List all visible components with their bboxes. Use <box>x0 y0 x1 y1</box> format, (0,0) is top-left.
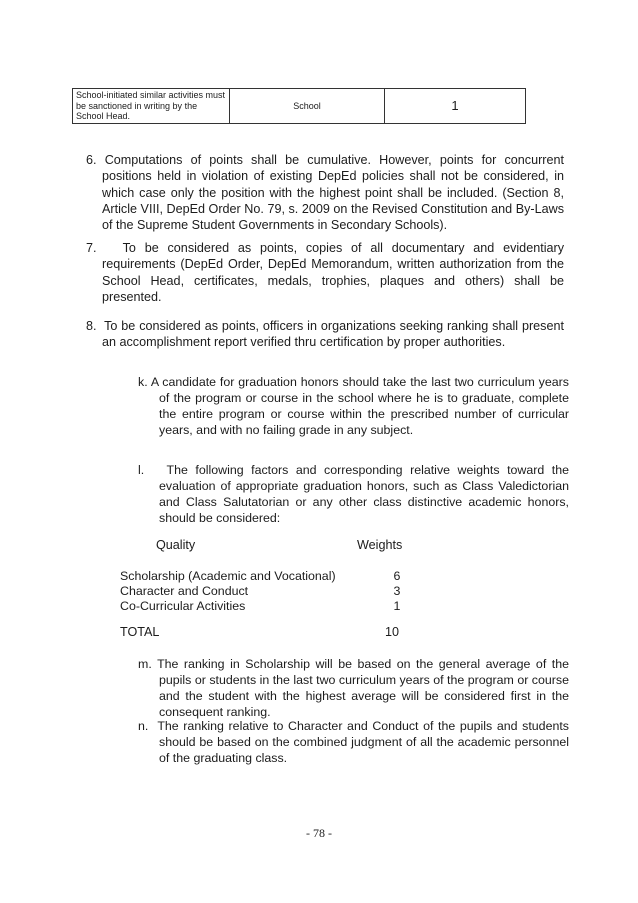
subitem-l-letter: l. <box>138 463 145 477</box>
weights-total-label: TOTAL <box>120 625 160 639</box>
subitem-n-letter: n. <box>138 719 149 733</box>
weights-row-quality: Co-Curricular Activities <box>120 599 246 613</box>
activity-cell: School-initiated similar activities must be sanctioned in writing by the School Head. <box>73 89 230 124</box>
subitem-n-text: The ranking relative to Character and Conduct of the pupils and students should be based on the combined judgment of all the academic personnel of the graduating class. <box>157 719 569 765</box>
points-cell: 1 <box>385 89 526 124</box>
weights-row-weight: 3 <box>393 584 401 598</box>
weights-row-weight: 6 <box>393 569 401 583</box>
weights-header-quality: Quality <box>156 538 196 552</box>
item-6-text: Computations of points shall be cumulative. However, points for concurrent positions held in violation of existing DepEd policies shall not be considered, in which case only the position with the highest point shall be included. (Section 8, Article VIII, DepEd Order No. 79, s. 2009 on the Revised Constitution and By-Laws of the Supreme Student Governments in Secondary Schools). <box>102 153 564 233</box>
item-6-number: 6. <box>86 153 97 167</box>
item-8-number: 8. <box>86 319 97 333</box>
item-8-text: To be considered as points, officers in organizations seeking ranking shall present an accomplishment report verified thru certification by proper authorities. <box>102 319 564 350</box>
subitem-k-letter: k. <box>138 375 148 389</box>
subitem-k-text: A candidate for graduation honors should take the last two curriculum years of the program or course in the school where he is to graduate, complete the entire program or course within the prescribed number of curricular years, and with no failing grade in any subject. <box>150 375 569 437</box>
item-6 <box>86 152 564 233</box>
subitem-n <box>138 718 569 766</box>
subitem-l-text: The following factors and corresponding relative weights toward the evaluation of appropriate graduation honors, such as Class Valedictorian and Class Salutatorian or any other class distinctive academic honors, should be considered: <box>159 463 570 525</box>
item-7-text: To be considered as points, copies of all documentary and evidentiary requirements (DepEd Order, DepEd Memorandum, written authorization from the School Head, certificates, medals, trophies, plaques and others) shall be presented. <box>102 241 564 304</box>
level-cell: School <box>230 89 385 124</box>
subitem-m-text: The ranking in Scholarship will be based on the general average of the pupils or students in the last two curriculum years of the program or course and the student with the highest average will be considered first in the consequent ranking. <box>157 657 569 719</box>
subitem-l <box>138 462 569 526</box>
weights-row-quality: Scholarship (Academic and Vocational) <box>120 569 336 583</box>
weights-total-value: 10 <box>385 625 400 639</box>
subitem-k <box>138 374 569 438</box>
subitem-m-letter: m. <box>138 657 152 671</box>
page-number: - 78 - <box>306 826 332 840</box>
weights-header-weights: Weights <box>357 538 403 552</box>
weights-row-weight: 1 <box>393 599 401 613</box>
item-8 <box>86 318 564 351</box>
table-row <box>73 89 526 124</box>
weights-row-quality: Character and Conduct <box>120 584 249 598</box>
item-7-number: 7. <box>86 241 97 255</box>
subitem-m <box>138 656 569 720</box>
item-7 <box>86 240 564 305</box>
points-table <box>72 88 526 124</box>
